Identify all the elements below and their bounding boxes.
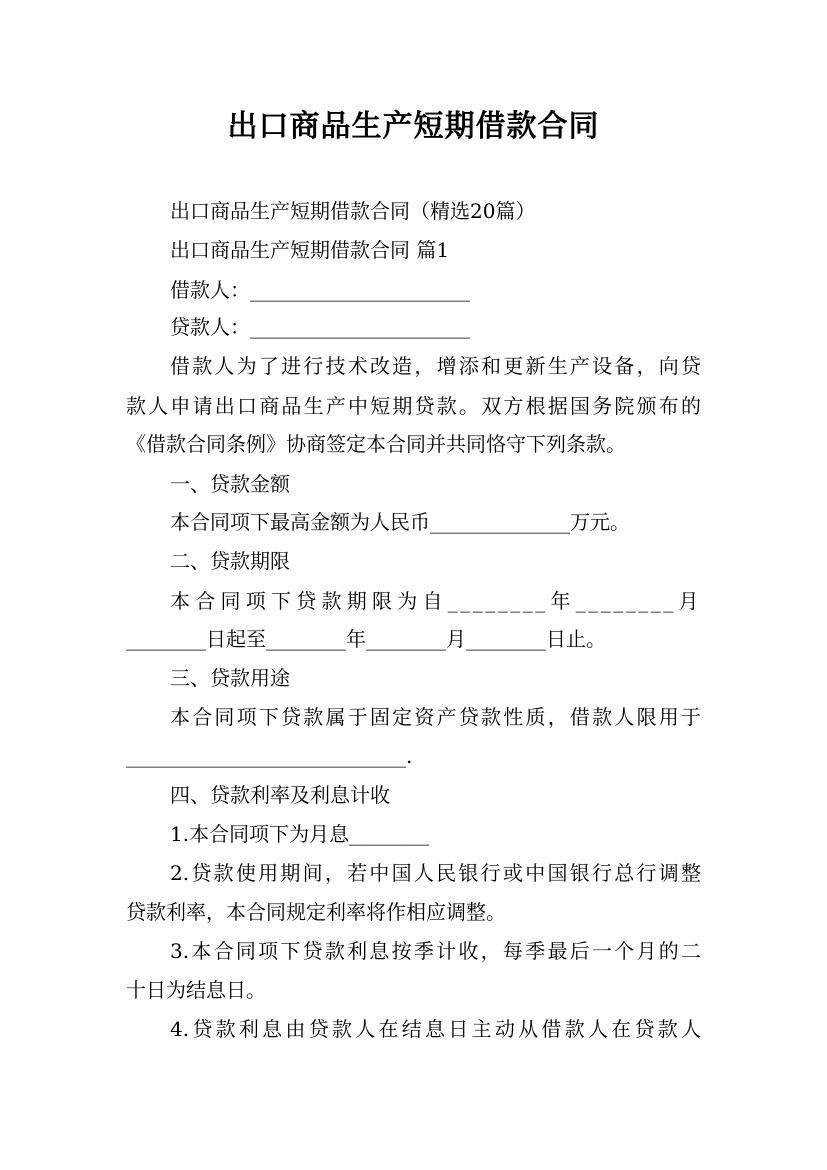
lender-field: 贷款人：______________________ xyxy=(170,315,470,339)
paragraph-line: 本合同项下贷款属于固定资产贷款性质，借款人限用于 xyxy=(170,705,701,729)
paragraph-line: 2.贷款使用期间，若中国人民银行或中国银行总行调整 xyxy=(170,861,701,885)
document-title: 出口商品生产短期借款合同 xyxy=(227,109,600,144)
paragraph-line: 贷款利率，本合同规定利率将作相应调整。 xyxy=(126,900,506,924)
clause-heading: 二、贷款期限 xyxy=(170,549,290,573)
clause-heading: 三、贷款用途 xyxy=(170,666,290,690)
borrower-field: 借款人：______________________ xyxy=(170,278,470,302)
paragraph-line: 《借款合同条例》协商签定本合同并共同恪守下列条款。 xyxy=(126,432,626,456)
paragraph-line: ________日起至________年________月________日止。 xyxy=(126,627,606,651)
clause-heading: 一、贷款金额 xyxy=(170,472,290,496)
paragraph-line: 借款人为了进行技术改造，增添和更新生产设备，向贷 xyxy=(170,354,701,378)
subtitle-line: 出口商品生产短期借款合同（精选20篇） xyxy=(170,199,536,223)
paragraph-line: 3.本合同项下贷款利息按季计收，每季最后一个月的二 xyxy=(170,939,701,963)
paragraph-line: 本合同项下贷款期限为自________年________月 xyxy=(170,589,701,613)
paragraph-line: 1.本合同项下为月息________ xyxy=(170,822,430,846)
section-heading-line: 出口商品生产短期借款合同 篇1 xyxy=(170,238,450,262)
paragraph-line: 4.贷款利息由贷款人在结息日主动从借款人在贷款人 xyxy=(170,1017,701,1041)
paragraph-line: 款人申请出口商品生产中短期贷款。双方根据国务院颁布的 xyxy=(126,394,701,418)
paragraph-line: ____________________________. xyxy=(126,744,413,768)
paragraph-line: 本合同项下最高金额为人民币______________万元。 xyxy=(170,510,630,534)
clause-heading: 四、贷款利率及利息计收 xyxy=(170,783,390,807)
paragraph-line: 十日为结息日。 xyxy=(126,978,266,1002)
